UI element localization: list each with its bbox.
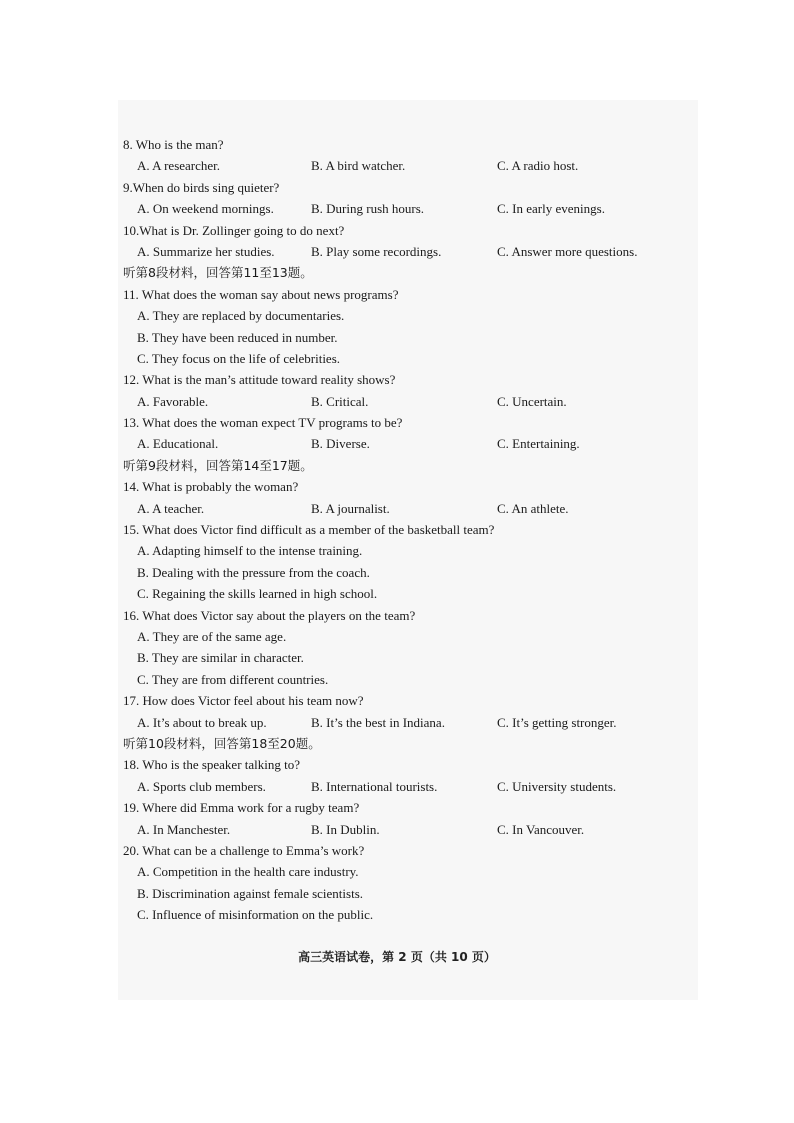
option-row [123,712,693,733]
option-b: B. Critical. [311,393,369,409]
option-c: C. Answer more questions. [497,243,638,259]
option-line: C. They are from different countries. [137,671,329,687]
question-text: What does the woman say about news programs? [138,286,399,302]
option-row [123,391,693,412]
exam-question-list [123,134,693,925]
option-a: A. In Manchester. [137,821,231,837]
option-c: C. Uncertain. [497,393,567,409]
option-a: A. It’s about to break up. [137,714,267,730]
option-c: C. An athlete. [497,500,569,516]
question-line [123,412,693,433]
option-line: C. They focus on the life of celebrities. [137,350,341,366]
option-row [123,433,693,454]
question-number: 13. [123,415,140,431]
question-text: What does the woman expect TV programs to be? [139,415,403,431]
question-text: What is Dr. Zollinger going to do next? [139,222,345,238]
question-text: What is the man’s attitude toward reality shows? [139,372,396,388]
question-line [123,476,693,497]
question-line [123,369,693,390]
option-row [123,198,693,219]
question-text: When do birds sing quieter? [132,179,280,195]
option-b: B. During rush hours. [311,201,425,217]
question-text: What does Victor say about the players on the team? [139,607,416,623]
question-line [123,177,693,198]
section-instruction: 听第9段材料，回答第14至17题。 [123,457,313,473]
option-line: A. Competition in the health care industry. [137,864,359,880]
question-number: 17. [123,693,140,709]
option-line: A. Adapting himself to the intense training. [137,543,363,559]
option-line: A. They are of the same age. [137,628,287,644]
option-a: A. A researcher. [137,158,221,174]
question-line [123,840,693,861]
option-line: A. They are replaced by documentaries. [137,308,345,324]
question-text: How does Victor feel about his team now? [139,693,364,709]
option-b: B. In Dublin. [311,821,380,837]
option-line: C. Influence of misinformation on the public. [137,907,374,923]
question-line [123,519,693,540]
option-c: C. It’s getting stronger. [497,714,617,730]
option-row [123,241,693,262]
option-a: A. Favorable. [137,393,209,409]
option-a: A. Educational. [137,436,219,452]
option-c: C. In early evenings. [497,201,605,217]
option-row [123,498,693,519]
question-line [123,797,693,818]
question-number: 18. [123,757,140,773]
question-number: 20. [123,842,140,858]
question-number: 9. [123,179,133,195]
question-number: 8. [123,137,133,152]
question-text: What is probably the woman? [139,479,299,495]
option-a: A. Sports club members. [137,778,266,794]
option-a: A. Summarize her studies. [137,243,275,259]
question-line [123,605,693,626]
question-line [123,284,693,305]
question-text: What does Victor find difficult as a member of the basketball team? [139,522,495,538]
question-number: 15. [123,522,140,538]
option-b: B. A bird watcher. [311,158,406,174]
option-line: B. They have been reduced in number. [137,329,338,345]
question-number: 19. [123,800,140,816]
question-text: Where did Emma work for a rugby team? [139,800,360,816]
option-row [123,155,693,176]
question-line [123,754,693,775]
option-b: B. A journalist. [311,500,390,516]
question-number: 11. [123,286,139,302]
section-instruction: 听第8段材料，回答第11至13题。 [123,265,313,281]
question-number: 10. [123,222,140,238]
page-footer: 高三英语试卷，第 2 页（共 10 页） [298,950,496,964]
question-text: What can be a challenge to Emma’s work? [139,842,365,858]
option-row [123,819,693,840]
option-line: B. Discrimination against female scientists. [137,885,364,901]
section-instruction: 听第10段材料，回答第18至20题。 [123,735,321,751]
question-line [123,220,693,241]
option-c: C. University students. [497,778,617,794]
option-line: B. Dealing with the pressure from the coach. [137,564,370,580]
option-a: A. On weekend mornings. [137,201,274,217]
option-c: C. A radio host. [497,158,579,174]
option-c: C. Entertaining. [497,436,580,452]
option-c: C. In Vancouver. [497,821,585,837]
question-text: Who is the speaker talking to? [139,757,301,773]
option-b: B. International tourists. [311,778,438,794]
option-b: B. Play some recordings. [311,243,442,259]
option-line: C. Regaining the skills learned in high school. [137,586,378,602]
question-number: 16. [123,607,140,623]
option-row [123,776,693,797]
question-number: 12. [123,372,140,388]
question-text: Who is the man? [132,137,224,152]
option-b: B. Diverse. [311,436,370,452]
option-line: B. They are similar in character. [137,650,304,666]
question-line [123,690,693,711]
question-line [123,134,693,155]
question-number: 14. [123,479,140,495]
option-b: B. It’s the best in Indiana. [311,714,445,730]
option-a: A. A teacher. [137,500,205,516]
